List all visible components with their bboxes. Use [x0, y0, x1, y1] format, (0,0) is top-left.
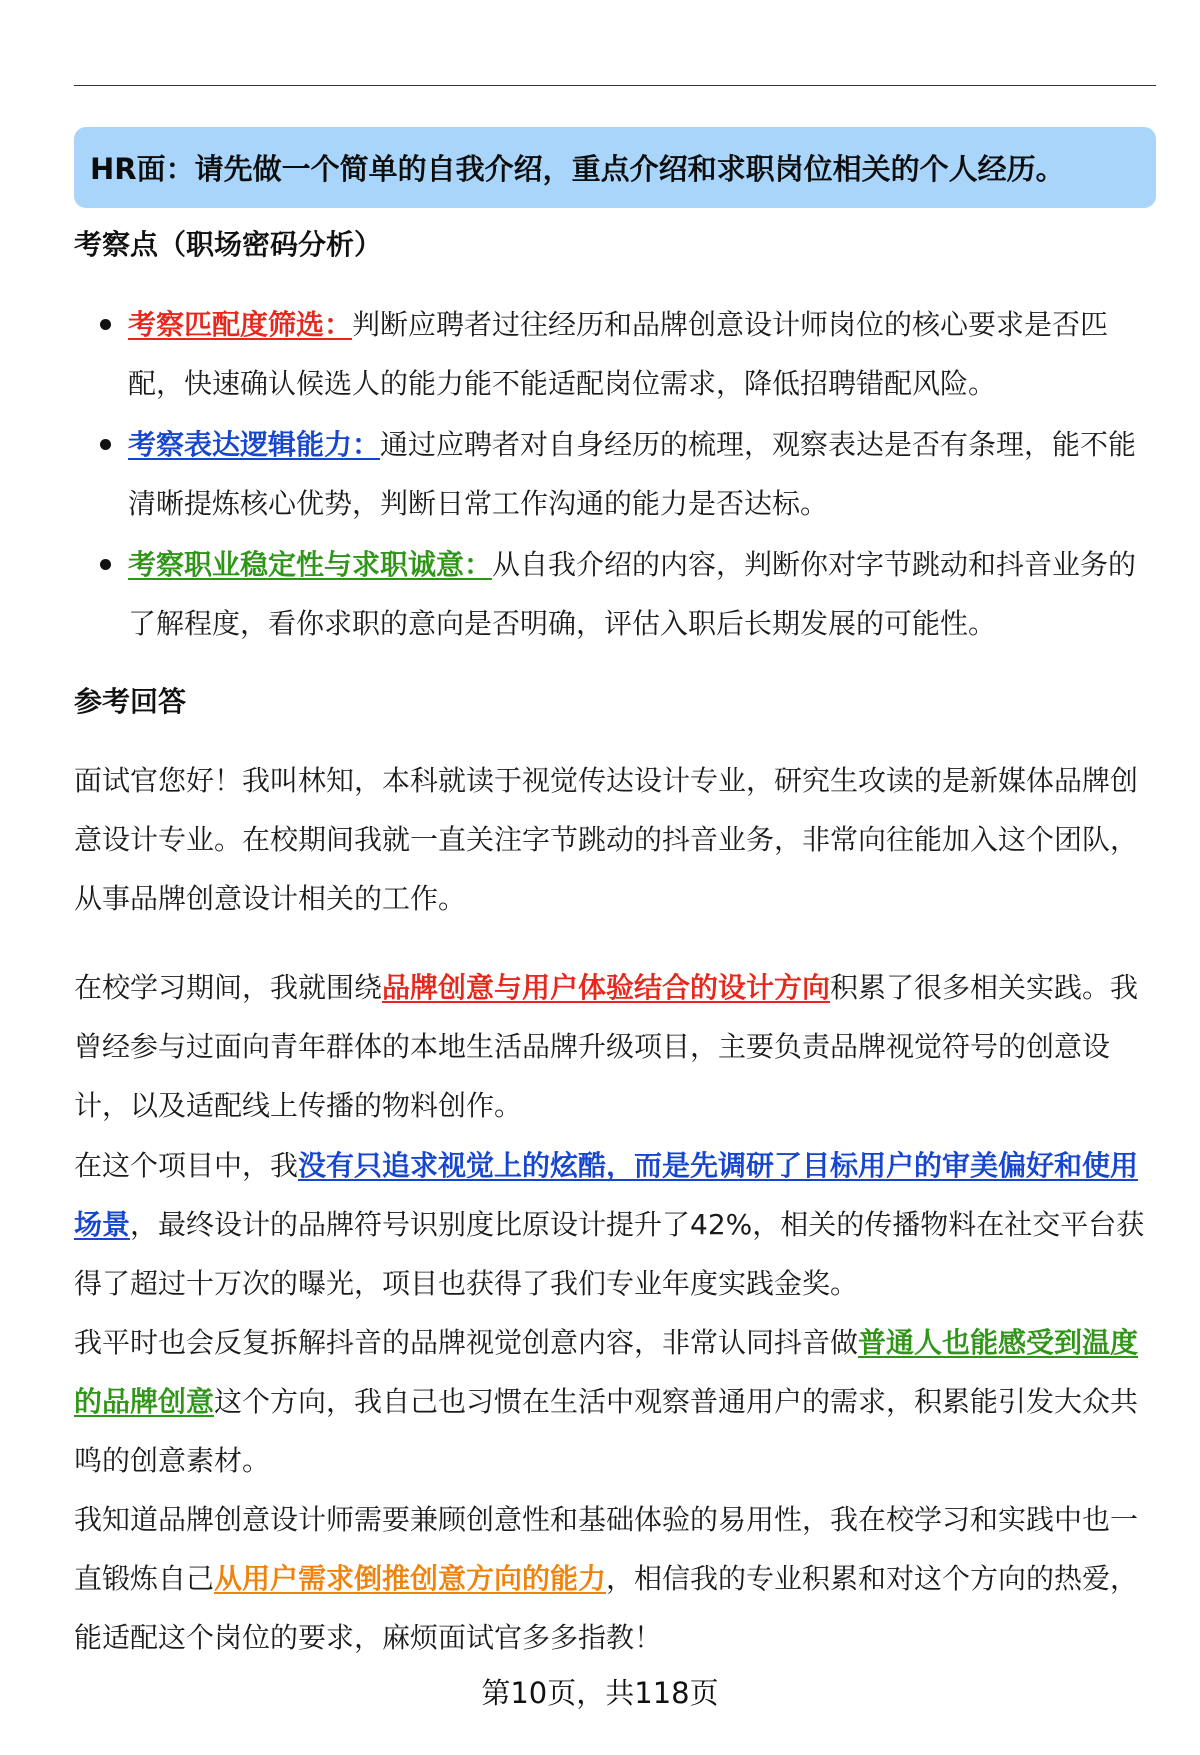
assessment-heading: 考察点（职场密码分析） — [74, 228, 383, 261]
paragraph-text: ，相信我的专业积累和对这个方向的热爱，能适配这个岗位的要求，麻烦面试官多多指教！ — [74, 1562, 1139, 1654]
point-text: 通过应聘者对自身经历的梳理，观察表达是否有条理，能不能清晰提炼核心优势，判断日常工作沟通的能力是否达标。 — [128, 428, 1137, 520]
answer-paragraph-closing — [74, 1490, 1156, 1667]
answer-paragraph-study — [74, 958, 1156, 1135]
highlight-text: 从用户需求倒推创意方向的能力 — [214, 1562, 607, 1595]
point-text: 从自我介绍的内容，判断你对字节跳动和抖音业务的了解程度，看你求职的意向是否明确，评估入职后长期发展的可能性。 — [128, 548, 1137, 640]
paragraph-text: 我知道品牌创意设计师需要兼顾创意性和基础体验的易用性，我在校学习和实践中也一直锻炼自己 — [74, 1503, 1139, 1595]
point-label: 考察表达逻辑能力： — [128, 428, 381, 461]
top-divider — [74, 85, 1156, 86]
question-text: HR面：请先做一个简单的自我介绍，重点介绍和求职岗位相关的个人经历。 — [90, 152, 1065, 186]
assessment-point-logic — [128, 415, 1156, 533]
answer-paragraph-douyin — [74, 1313, 1156, 1490]
answer-paragraph-project — [74, 1136, 1156, 1313]
answer-paragraph-intro: 面试官您好！我叫林知，本科就读于视觉传达设计专业，研究生攻读的是新媒体品牌创意设计专业。在校期间我就一直关注字节跳动的抖音业务，非常向往能加入这个团队，从事品牌创意设计相关的工作。 — [74, 764, 1139, 915]
paragraph-text: 积累了很多相关实践。我曾经参与过面向青年群体的本地生活品牌升级项目，主要负责品牌视觉符号的创意设计，以及适配线上传播的物料创作。 — [74, 971, 1139, 1122]
page-number: 第10页，共118页 — [481, 1676, 719, 1710]
highlight-text: 品牌创意与用户体验结合的设计方向 — [382, 971, 831, 1004]
paragraph-text: 我平时也会反复拆解抖音的品牌视觉创意内容，非常认同抖音做 — [74, 1326, 859, 1359]
highlight-text: 没有只追求视觉上的炫酷，而是先调研了目标用户的审美偏好和使用场景 — [74, 1149, 1139, 1241]
highlight-text: 普通人也能感受到温度的品牌创意 — [74, 1326, 1139, 1418]
point-text: 判断应聘者过往经历和品牌创意设计师岗位的核心要求是否匹配，快速确认候选人的能力能不能适配岗位需求，降低招聘错配风险。 — [128, 308, 1109, 400]
point-label: 考察匹配度筛选： — [128, 308, 353, 341]
paragraph-text: 在这个项目中，我 — [74, 1149, 299, 1182]
paragraph-text: 这个方向，我自己也习惯在生活中观察普通用户的需求，积累能引发大众共鸣的创意素材。 — [74, 1385, 1139, 1477]
paragraph-text: 在校学习期间，我就围绕 — [74, 971, 383, 1004]
assessment-list — [128, 295, 1156, 655]
point-label: 考察职业稳定性与求职诚意： — [128, 548, 493, 581]
paragraph-text: ，最终设计的品牌符号识别度比原设计提升了42%，相关的传播物料在社交平台获得了超过十万次的曝光，项目也获得了我们专业年度实践金奖。 — [74, 1208, 1145, 1300]
assessment-point-stability — [128, 535, 1156, 653]
interview-question — [74, 127, 1156, 208]
assessment-point-match — [128, 295, 1156, 413]
reference-answer-heading: 参考回答 — [74, 685, 187, 718]
